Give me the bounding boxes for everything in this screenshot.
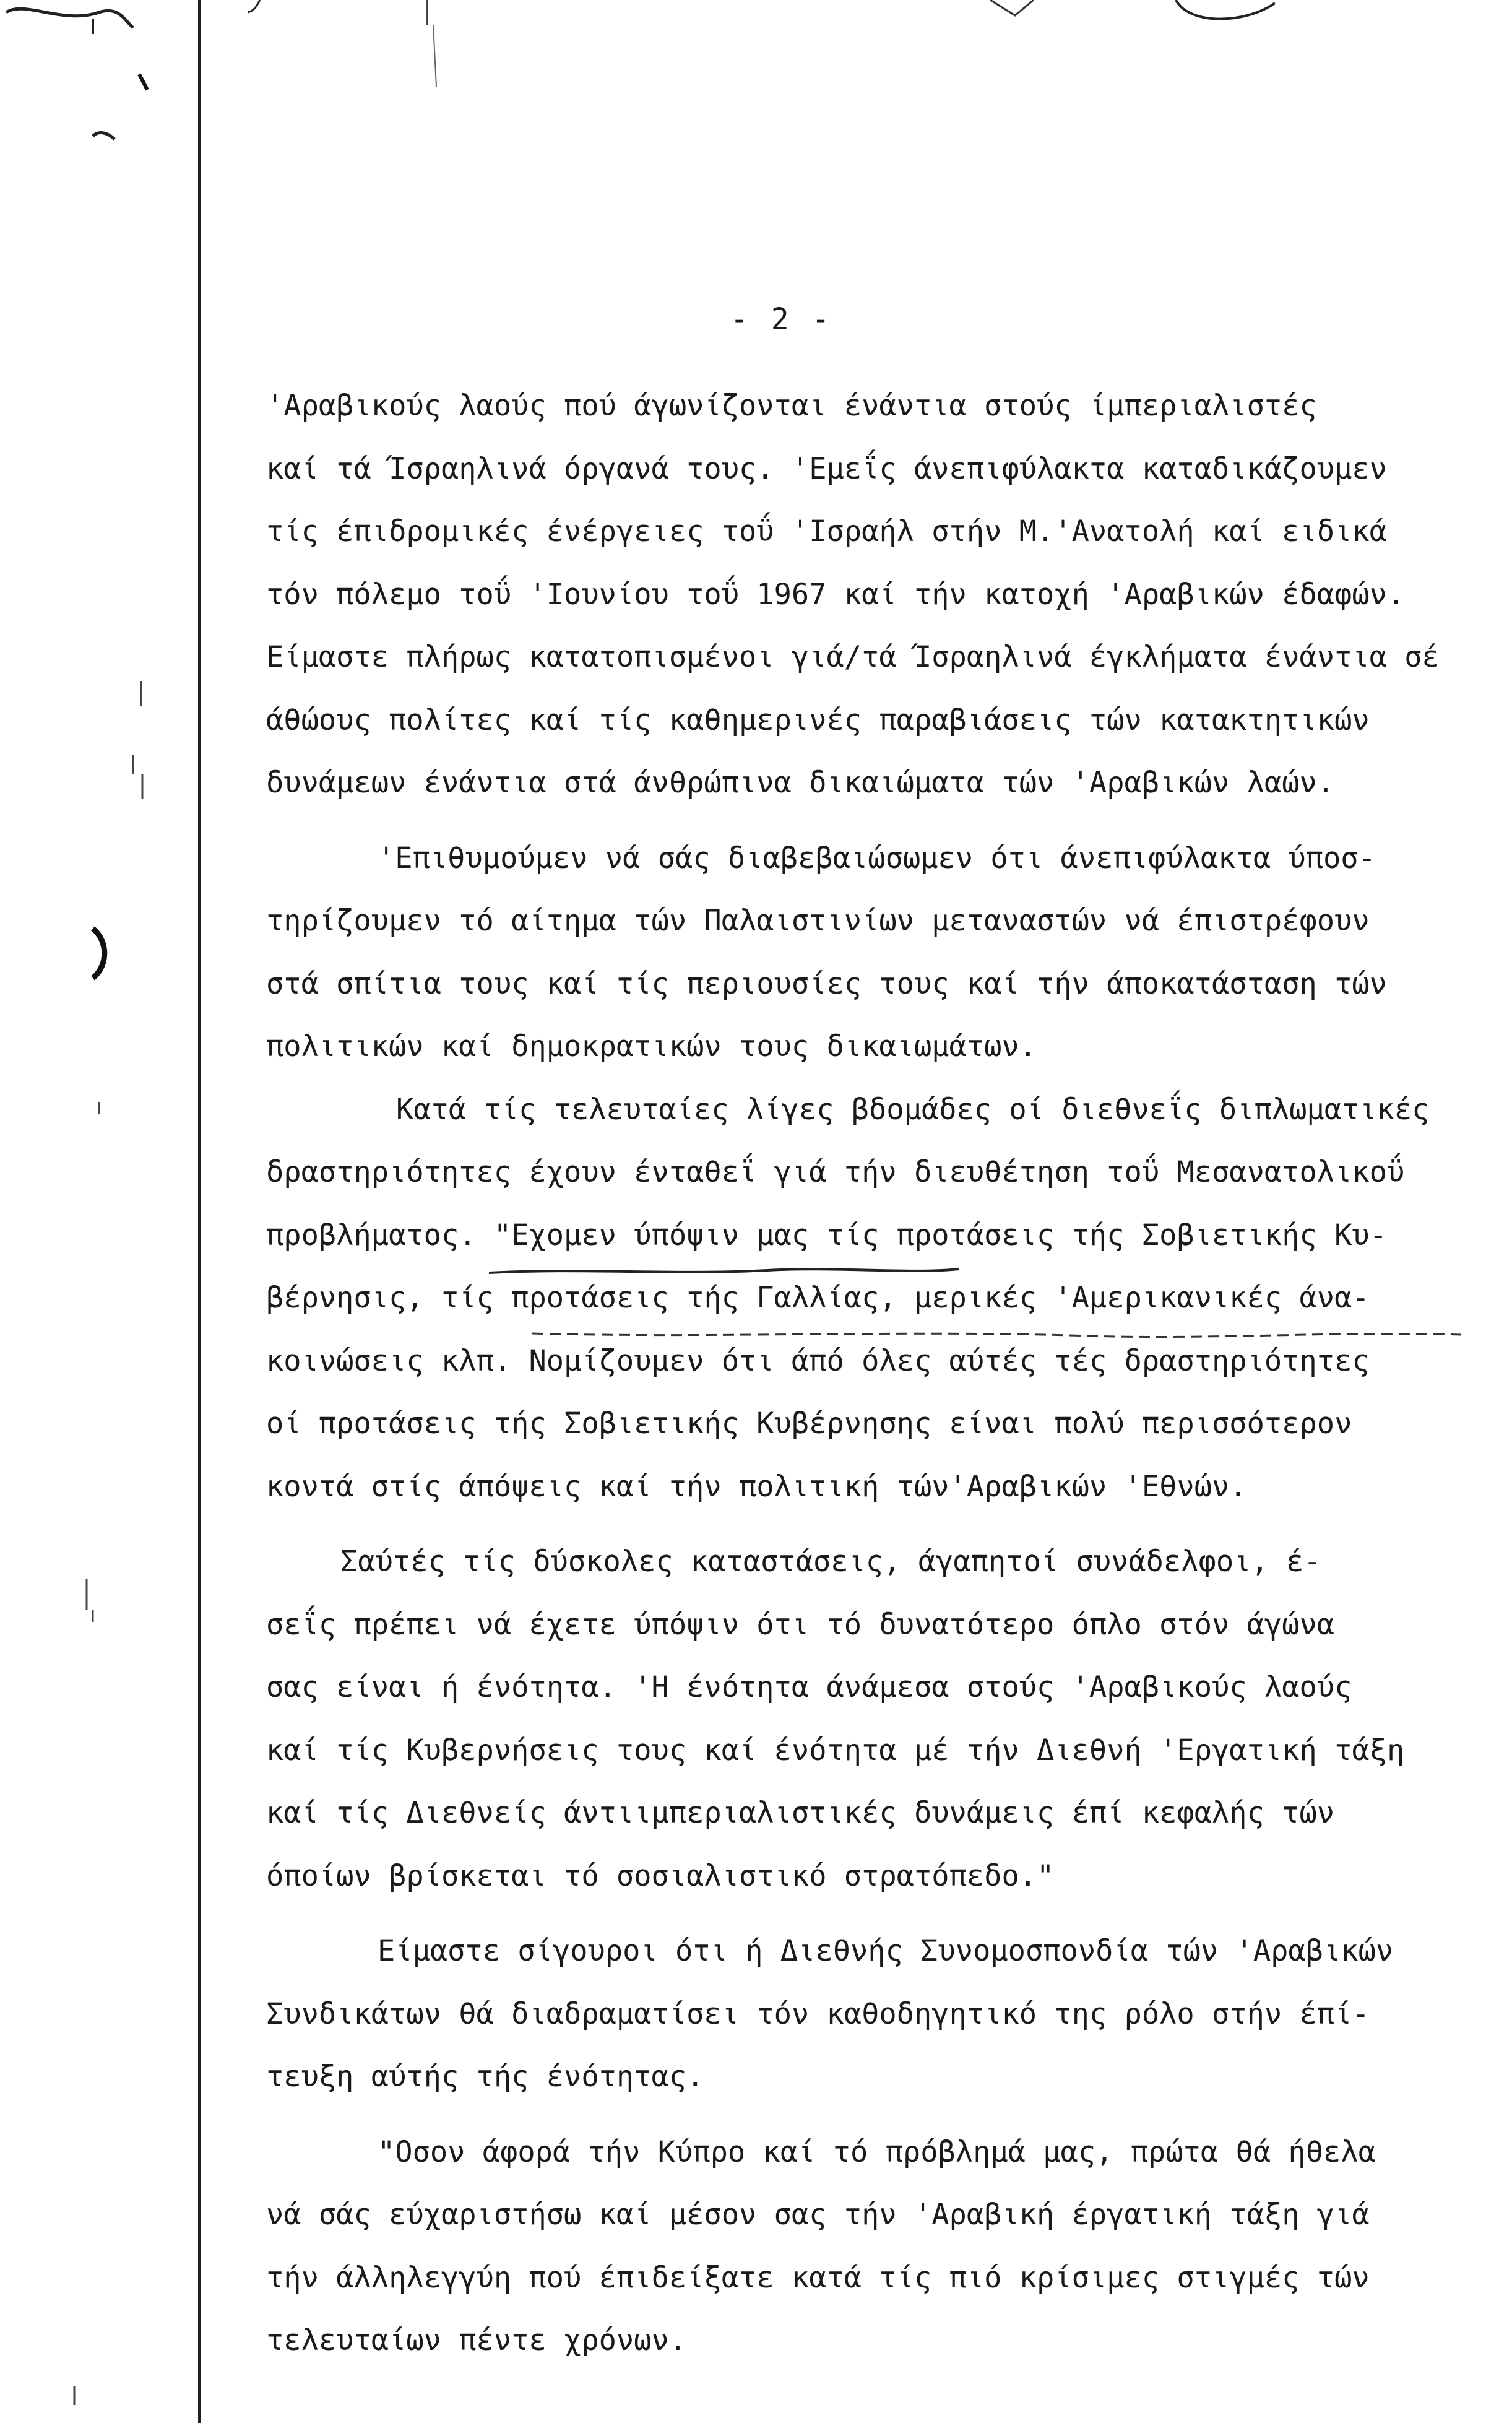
text-line: 'Αραβικούς λαούς πού άγωνίζονται ένάντια στούς ίμπεριαλιστές (266, 389, 1317, 423)
margin-mark-4 (133, 681, 142, 799)
text-line: βέρνησις, τίς προτάσεις τής Γαλλίας, μερικές 'Αμερικανικές άνα- (266, 1281, 1370, 1315)
top-scribble-left (6, 9, 133, 28)
text-line: όποίων βρίσκεται τό σοσιαλιστικό στρατόπεδο." (266, 1858, 1055, 1893)
handwritten-underline-2 (532, 1325, 1461, 1343)
paragraph-5 (266, 1920, 1498, 2109)
page-number: - 2 - (730, 302, 832, 337)
text-line: κοντά στίς άπόψεις καί τήν πολιτική τών'Αραβικών 'Εθνών. (266, 1469, 1247, 1504)
text-line: καί τίς Διεθνείς άντιιμπεριαλιστικές δυνάμεις έπί κεφαλής τών (266, 1796, 1335, 1830)
margin-mark-1 (139, 74, 147, 90)
text-line: Κατά τίς τελευταίες λίγες βδομάδες οί διεθνεΐς διπλωματικές (396, 1092, 1430, 1127)
text-line: Συνδικάτων θά διαδραματίσει τόν καθοδηγητικό της ρόλο στήν έπί- (266, 1996, 1370, 2031)
text-line: σας είναι ή ένότητα. 'Η ένότητα άνάμεσα στούς 'Αραβικούς λαούς (266, 1670, 1352, 1704)
margin-mark-5 (87, 1579, 93, 1622)
text-line: Είμαστε σίγουροι ότι ή Διεθνής Συνομοσπονδία τών 'Αραβικών (378, 1934, 1394, 1968)
top-mark-center-3 (990, 0, 1034, 15)
text-line: άθώους πολίτες καί τίς καθημερινές παραβιάσεις τών κατακτητικών (266, 703, 1370, 737)
text-line: νά σάς εύχαριστήσω καί μέσον σας τήν 'Αραβική έργατική τάξη γιά (266, 2198, 1370, 2232)
text-line: τευξη αύτής τής ένότητας. (266, 2060, 704, 2094)
handwritten-underline (489, 1262, 959, 1280)
text-line: 'Επιθυμούμεν νά σάς διαβεβαιώσωμεν ότι άνεπιφύλακτα ύποσ- (378, 841, 1376, 875)
margin-mark-3 (93, 929, 105, 978)
letter-body (266, 375, 1498, 2372)
margin-mark-8 (433, 25, 436, 87)
text-line: σεΐς πρέπει νά έχετε ύπόψιν ότι τό δυνατότερο όπλο στόν άγώνα (266, 1607, 1335, 1642)
paragraph-2 (266, 827, 1498, 1078)
paragraph-6 (266, 2121, 1498, 2372)
text-line: Είμαστε πλήρως κατατοπισμένοι γιά/τά Ίσραηλινά έγκλήματα ένάντια σέ (266, 640, 1440, 674)
text-line: τελευταίων πέντε χρόνων. (266, 2323, 687, 2357)
text-line: Σαύτές τίς δύσκολες καταστάσεις, άγαπητοί συνάδελφοι, έ- (340, 1545, 1321, 1579)
text-line: τίς έπιδρομικές ένέργειες τοΰ 'Ισραήλ στήν Μ.'Ανατολή καί ειδικά (266, 514, 1387, 548)
text-line: προβλήματος. "Εχομεν ύπόψιν μας τίς προτάσεις τής Σοβιετικής Κυ- (266, 1218, 1387, 1252)
text-line: τόν πόλεμο τοΰ 'Ιουνίου τοΰ 1967 καί τήν κατοχή 'Αραβικών έδαφών. (266, 577, 1405, 612)
text-line: καί τά Ίσραηλινά όργανά τους. 'Εμεΐς άνεπιφύλακτα καταδικάζουμεν (266, 451, 1387, 486)
text-line: οί προτάσεις τής Σοβιετικής Κυβέρνησης είναι πολύ περισσότερον (266, 1407, 1352, 1441)
margin-mark-2 (93, 133, 114, 139)
text-line: δραστηριότητες έχουν ένταθεΐ γιά τήν διευθέτηση τοΰ Μεσανατολικοΰ (266, 1155, 1405, 1189)
paragraph-3 (266, 1078, 1498, 1519)
paragraph-4 (266, 1530, 1498, 1907)
text-line: στά σπίτια τους καί τίς περιουσίες τους καί τήν άποκατάσταση τών (266, 966, 1387, 1001)
paragraph-1 (266, 375, 1498, 815)
text-line: κοινώσεις κλπ. Νομίζουμεν ότι άπό όλες αύτές τές δραστηριότητες (266, 1343, 1370, 1378)
text-line: τηρίζουμεν τό αίτημα τών Παλαιστινίων μεταναστών νά έπιστρέφουν (266, 904, 1370, 938)
text-line: τήν άλληλεγγύη πού έπιδείξατε κατά τίς πιό κρίσιμες στιγμές τών (266, 2260, 1370, 2295)
text-line: δυνάμεων ένάντια στά άνθρώπινα δικαιώματα τών 'Αραβικών λαών. (266, 766, 1335, 800)
text-line: "Οσον άφορά τήν Κύπρο καί τό πρόβλημά μας, πρώτα θά ήθελα (378, 2135, 1376, 2169)
top-mark-center (248, 0, 260, 12)
text-line: πολιτικών καί δημοκρατικών τους δικαιωμάτων. (266, 1029, 1037, 1064)
top-scribble-right (1176, 0, 1275, 19)
text-line: καί τίς Κυβερνήσεις τους καί ένότητα μέ τήν Διεθνή 'Εργατική τάξη (266, 1733, 1405, 1767)
